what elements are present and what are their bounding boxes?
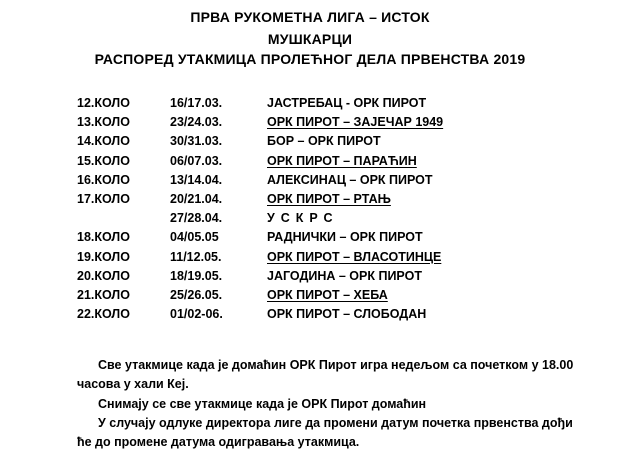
note-home-games: Све утакмице када је домаћин ОРК Пирот игра недељом са почетком у 18.00 xyxy=(98,358,574,372)
match-pairing: ЈАГОДИНА – ОРК ПИРОТ xyxy=(267,268,422,283)
match-date: 13/14.04. xyxy=(170,172,223,187)
match-date: 11/12.05. xyxy=(170,249,222,264)
round-number: 19.КОЛО xyxy=(77,249,130,264)
match-pairing: ОРК ПИРОТ – ПАРАЋИН xyxy=(267,153,417,168)
round-number: 13.КОЛО xyxy=(77,115,130,130)
match-date: 23/24.03. xyxy=(170,115,223,130)
round-number: 12.КОЛО xyxy=(77,96,130,110)
round-number: 17.КОЛО xyxy=(77,192,130,206)
round-number: 14.КОЛО xyxy=(77,134,130,149)
table-row xyxy=(0,152,620,171)
match-date: 16/17.03. xyxy=(170,96,223,110)
match-pairing: ОРК ПИРОТ – ЗАЈЕЧАР 1949 xyxy=(267,115,444,130)
table-row xyxy=(0,286,620,305)
round-number: 20.КОЛО xyxy=(77,268,130,283)
match-pairing: ОРК ПИРОТ – СЛОБОДАН xyxy=(267,307,427,322)
match-pairing: РАДНИЧКИ – ОРК ПИРОТ xyxy=(267,230,423,245)
match-date: 06/07.03. xyxy=(170,153,223,168)
table-row xyxy=(0,228,620,247)
match-pairing: АЛЕКСИНАЦ – ОРК ПИРОТ xyxy=(267,172,433,187)
table-row xyxy=(0,132,620,151)
note-date-change: У случају одлуке директора лиге да промени датум почетка првенства дођи xyxy=(98,416,573,430)
table-row xyxy=(0,190,620,209)
note-recording: Снимају се све утакмице када је ОРК Пирот домаћин xyxy=(98,397,427,411)
round-number: 22.КОЛО xyxy=(77,307,130,322)
table-row xyxy=(0,305,620,324)
note-date-change-cont: ће до промене датума одигравања утакмица. xyxy=(77,435,360,449)
match-date: 25/26.05. xyxy=(170,288,223,302)
note-home-games-cont: часова у хали Кеј. xyxy=(77,377,189,391)
match-date: 18/19.05. xyxy=(170,268,223,283)
match-date: 04/05.05 xyxy=(170,230,219,245)
match-pairing: ОРК ПИРОТ – ХЕБА xyxy=(267,288,388,302)
round-number: 15.КОЛО xyxy=(77,153,130,168)
match-pairing: ОРК ПИРОТ – РТАЊ xyxy=(267,192,391,206)
match-date: 01/02-06. xyxy=(170,307,223,322)
table-row xyxy=(0,113,620,132)
round-number: 18.КОЛО xyxy=(77,230,130,245)
schedule-title: РАСПОРЕД УТАКМИЦА ПРОЛЕЋНОГ ДЕЛА ПРВЕНСТВА 2019 xyxy=(94,51,526,67)
match-date: 30/31.03. xyxy=(170,134,223,149)
match-pairing: ОРК ПИРОТ – ВЛАСОТИНЦЕ xyxy=(267,249,442,264)
league-title: ПРВА РУКОМЕТНА ЛИГА – ИСТОК xyxy=(190,9,430,25)
table-row xyxy=(0,171,620,190)
match-pairing: БОР – ОРК ПИРОТ xyxy=(267,134,381,149)
match-date: 20/21.04. xyxy=(170,192,223,206)
table-row xyxy=(0,248,620,267)
match-date: 27/28.04. xyxy=(170,211,223,226)
table-row xyxy=(0,209,620,228)
category-title: МУШКАРЦИ xyxy=(267,31,353,47)
holiday-label: УСКРС xyxy=(267,211,339,226)
round-number: 21.КОЛО xyxy=(77,288,130,302)
table-row xyxy=(0,94,620,113)
match-pairing: ЈАСТРЕБАЦ - ОРК ПИРОТ xyxy=(267,96,427,110)
round-number: 16.КОЛО xyxy=(77,172,130,187)
table-row xyxy=(0,267,620,286)
